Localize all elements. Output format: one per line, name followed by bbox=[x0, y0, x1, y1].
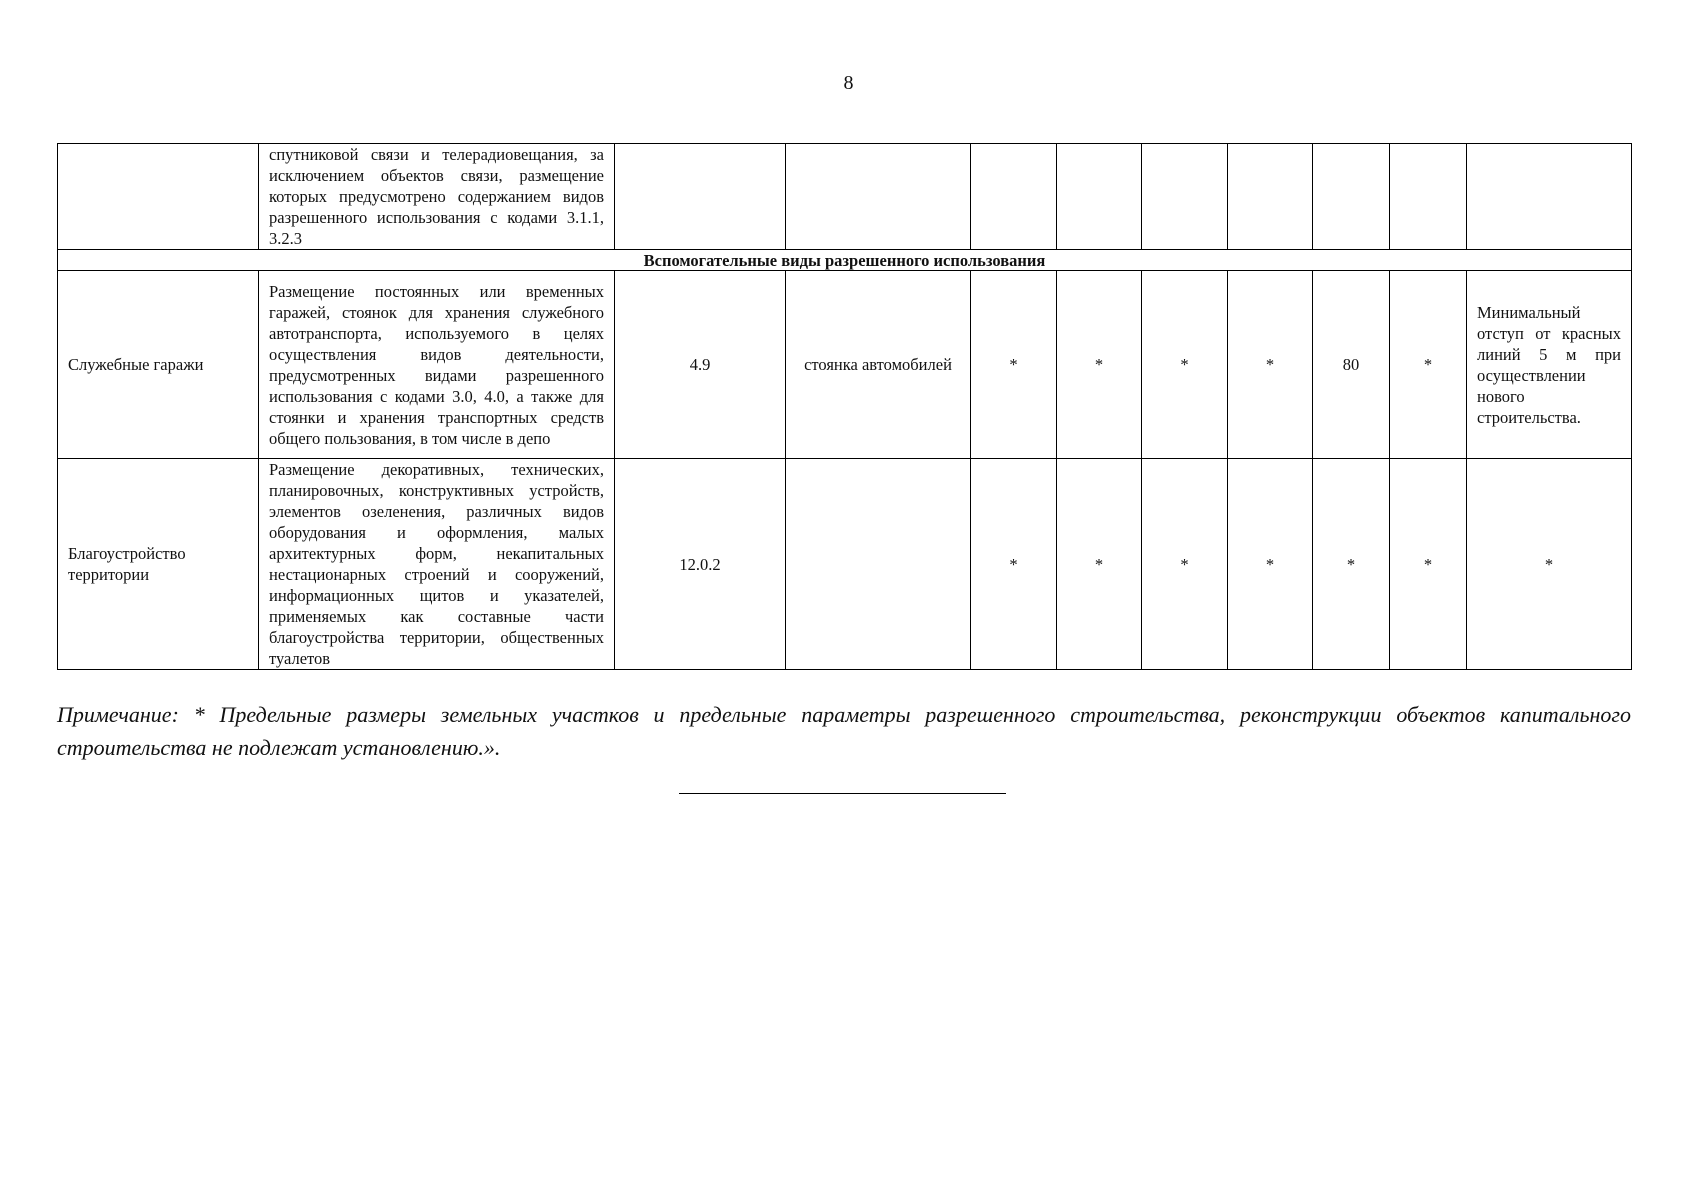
cell-description: Размещение декоративных, технических, планировочных, конструктивных устройств, элементов озеленения, различных видов оборудования и оформления, малых архитектурных форм, некапитальных нестационарных строений и сооружений, информационных щитов и указателей, применяемых как составные части благоустройства территории, общественных туалетов bbox=[259, 459, 615, 670]
table-row-continuation bbox=[58, 144, 1632, 250]
cell-param: * bbox=[1142, 459, 1228, 670]
cell-example bbox=[786, 459, 971, 670]
cell-param: * bbox=[1057, 271, 1142, 459]
cell-param bbox=[1390, 144, 1467, 250]
cell-name: Служебные гаражи bbox=[58, 271, 259, 459]
separator-line bbox=[679, 793, 1006, 794]
cell-param: * bbox=[1228, 271, 1313, 459]
cell-param bbox=[1142, 144, 1228, 250]
table-row bbox=[58, 459, 1632, 670]
cell-param: * bbox=[1390, 459, 1467, 670]
cell-note: Минимальный отступ от красных линий 5 м при осуществлении нового строительства. bbox=[1467, 271, 1632, 459]
cell-param bbox=[1228, 144, 1313, 250]
cell-description: спутниковой связи и телерадиовещания, за исключением объектов связи, размещение которых предусмотрено содержанием видов разрешенного использования с кодами 3.1.1, 3.2.3 bbox=[259, 144, 615, 250]
table-section-header-row bbox=[58, 250, 1632, 271]
cell-code: 12.0.2 bbox=[615, 459, 786, 670]
section-header: Вспомогательные виды разрешенного использования bbox=[58, 250, 1632, 271]
cell-code: 4.9 bbox=[615, 271, 786, 459]
cell-description: Размещение постоянных или временных гаражей, стоянок для хранения служебного автотранспорта, используемого в целях осуществления видов деятельности, предусмотренных видами разрешенного использования с кодами 3.0, 4.0, а также для стоянки и хранения транспортных средств общего пользования, в том числе в депо bbox=[259, 271, 615, 459]
cell-name bbox=[58, 144, 259, 250]
cell-param: * bbox=[971, 271, 1057, 459]
table-row bbox=[58, 271, 1632, 459]
footnote: Примечание: * Предельные размеры земельных участков и предельные параметры разрешенного строительства, реконструкции объектов капитального строительства не подлежат установлению.». bbox=[57, 702, 1631, 760]
cell-param: * bbox=[1142, 271, 1228, 459]
page-number: 8 bbox=[843, 72, 854, 94]
cell-code bbox=[615, 144, 786, 250]
cell-param: * bbox=[1390, 271, 1467, 459]
cell-param: * bbox=[971, 459, 1057, 670]
cell-name: Благоустройство территории bbox=[58, 459, 259, 670]
cell-example: стоянка автомобилей bbox=[786, 271, 971, 459]
cell-param bbox=[1057, 144, 1142, 250]
zoning-table bbox=[57, 143, 1632, 670]
cell-note: * bbox=[1467, 459, 1632, 670]
cell-note bbox=[1467, 144, 1632, 250]
cell-param: * bbox=[1313, 459, 1390, 670]
cell-param bbox=[1313, 144, 1390, 250]
cell-example bbox=[786, 144, 971, 250]
cell-param: * bbox=[1057, 459, 1142, 670]
cell-param bbox=[971, 144, 1057, 250]
cell-param: 80 bbox=[1313, 271, 1390, 459]
cell-param: * bbox=[1228, 459, 1313, 670]
